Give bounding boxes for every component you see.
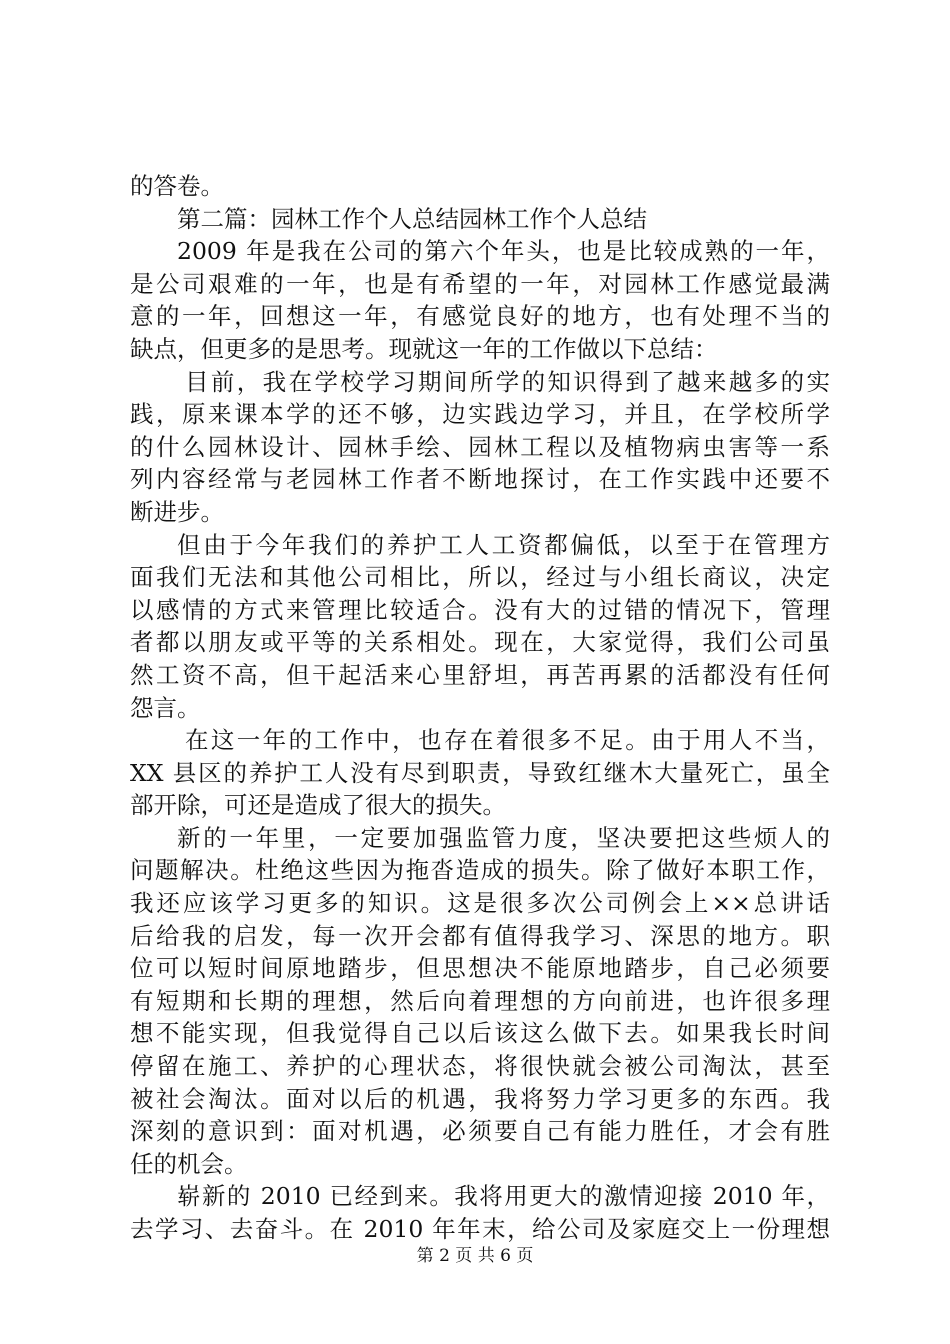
text-line: 怨言。: [130, 693, 201, 722]
text-line: 深刻的意识到：面对机遇，必须要自己有能力胜任，才会有胜: [130, 1117, 830, 1146]
text-line: 2009 年是我在公司的第六个年头，也是比较成熟的一年，: [177, 237, 830, 266]
page-number-footer: 第 2 页 共 6 页: [416, 1246, 534, 1266]
text-line: 想不能实现，但我觉得自己以后该这么做下去。如果我长时间: [130, 1019, 830, 1048]
text-line: 然工资不高，但干起活来心里舒坦，再苦再累的活都没有任何: [130, 660, 830, 689]
text-line: 在这一年的工作中，也存在着很多不足。由于用人不当，: [185, 726, 830, 755]
text-line: 新的一年里，一定要加强监管力度，坚决要把这些烦人的: [177, 823, 830, 852]
text-line: 面我们无法和其他公司相比，所以，经过与小组长商议，决定: [130, 563, 830, 592]
section-heading: 第二篇：园林工作个人总结园林工作个人总结: [177, 204, 647, 233]
text-line: XX 县区的养护工人没有尽到职责，导致红继木大量死亡，虽全: [130, 758, 830, 787]
text-line: 位可以短时间原地踏步，但思想决不能原地踏步，自己必须要: [130, 954, 830, 983]
text-line: 停留在施工、养护的心理状态，将很快就会被公司淘汰，甚至: [130, 1052, 830, 1081]
text-line: 崭新的 2010 已经到来。我将用更大的激情迎接 2010 年，: [177, 1182, 830, 1211]
text-line: 者都以朋友或平等的关系相处。现在，大家觉得，我们公司虽: [130, 628, 830, 657]
text-line: 践，原来课本学的还不够，边实践边学习，并且，在学校所学: [130, 400, 830, 429]
text-line: 问题解决。杜绝这些因为拖沓造成的损失。除了做好本职工作，: [130, 856, 830, 885]
text-line: 断进步。: [130, 497, 224, 526]
text-line: 列内容经常与老园林工作者不断地探讨，在工作实践中还要不: [130, 465, 830, 494]
text-line: 是公司艰难的一年，也是有希望的一年，对园林工作感觉最满: [130, 269, 830, 298]
text-line: 被社会淘汰。面对以后的机遇，我将努力学习更多的东西。我: [130, 1084, 830, 1113]
text-line: 去学习、去奋斗。在 2010 年年末，给公司及家庭交上一份理想: [130, 1215, 830, 1243]
text-line: 的什么园林设计、园林手绘、园林工程以及植物病虫害等一系: [130, 432, 830, 461]
text-line: 以感情的方式来管理比较适合。没有大的过错的情况下，管理: [130, 595, 830, 624]
text-line: 但由于今年我们的养护工人工资都偏低，以至于在管理方: [177, 530, 830, 559]
text-line: 意的一年，回想这一年，有感觉良好的地方，也有处理不当的: [130, 302, 830, 331]
text-line: 缺点，但更多的是思考。现就这一年的工作做以下总结：: [130, 334, 718, 363]
document-body: [130, 170, 830, 1246]
text-line: 有短期和长期的理想，然后向着理想的方向前进，也许很多理: [130, 986, 830, 1015]
text-line: 后给我的启发，每一次开会都有值得我学习、深思的地方。职: [130, 921, 830, 950]
text-line: 我还应该学习更多的知识。这是很多次公司例会上××总讲话: [130, 889, 830, 918]
text-line: 目前，我在学校学习期间所学的知识得到了越来越多的实: [185, 367, 830, 396]
text-line: 任的机会。: [130, 1149, 248, 1178]
text-line: 部开除，可还是造成了很大的损失。: [130, 791, 506, 820]
text-line: 的答卷。: [130, 172, 224, 200]
